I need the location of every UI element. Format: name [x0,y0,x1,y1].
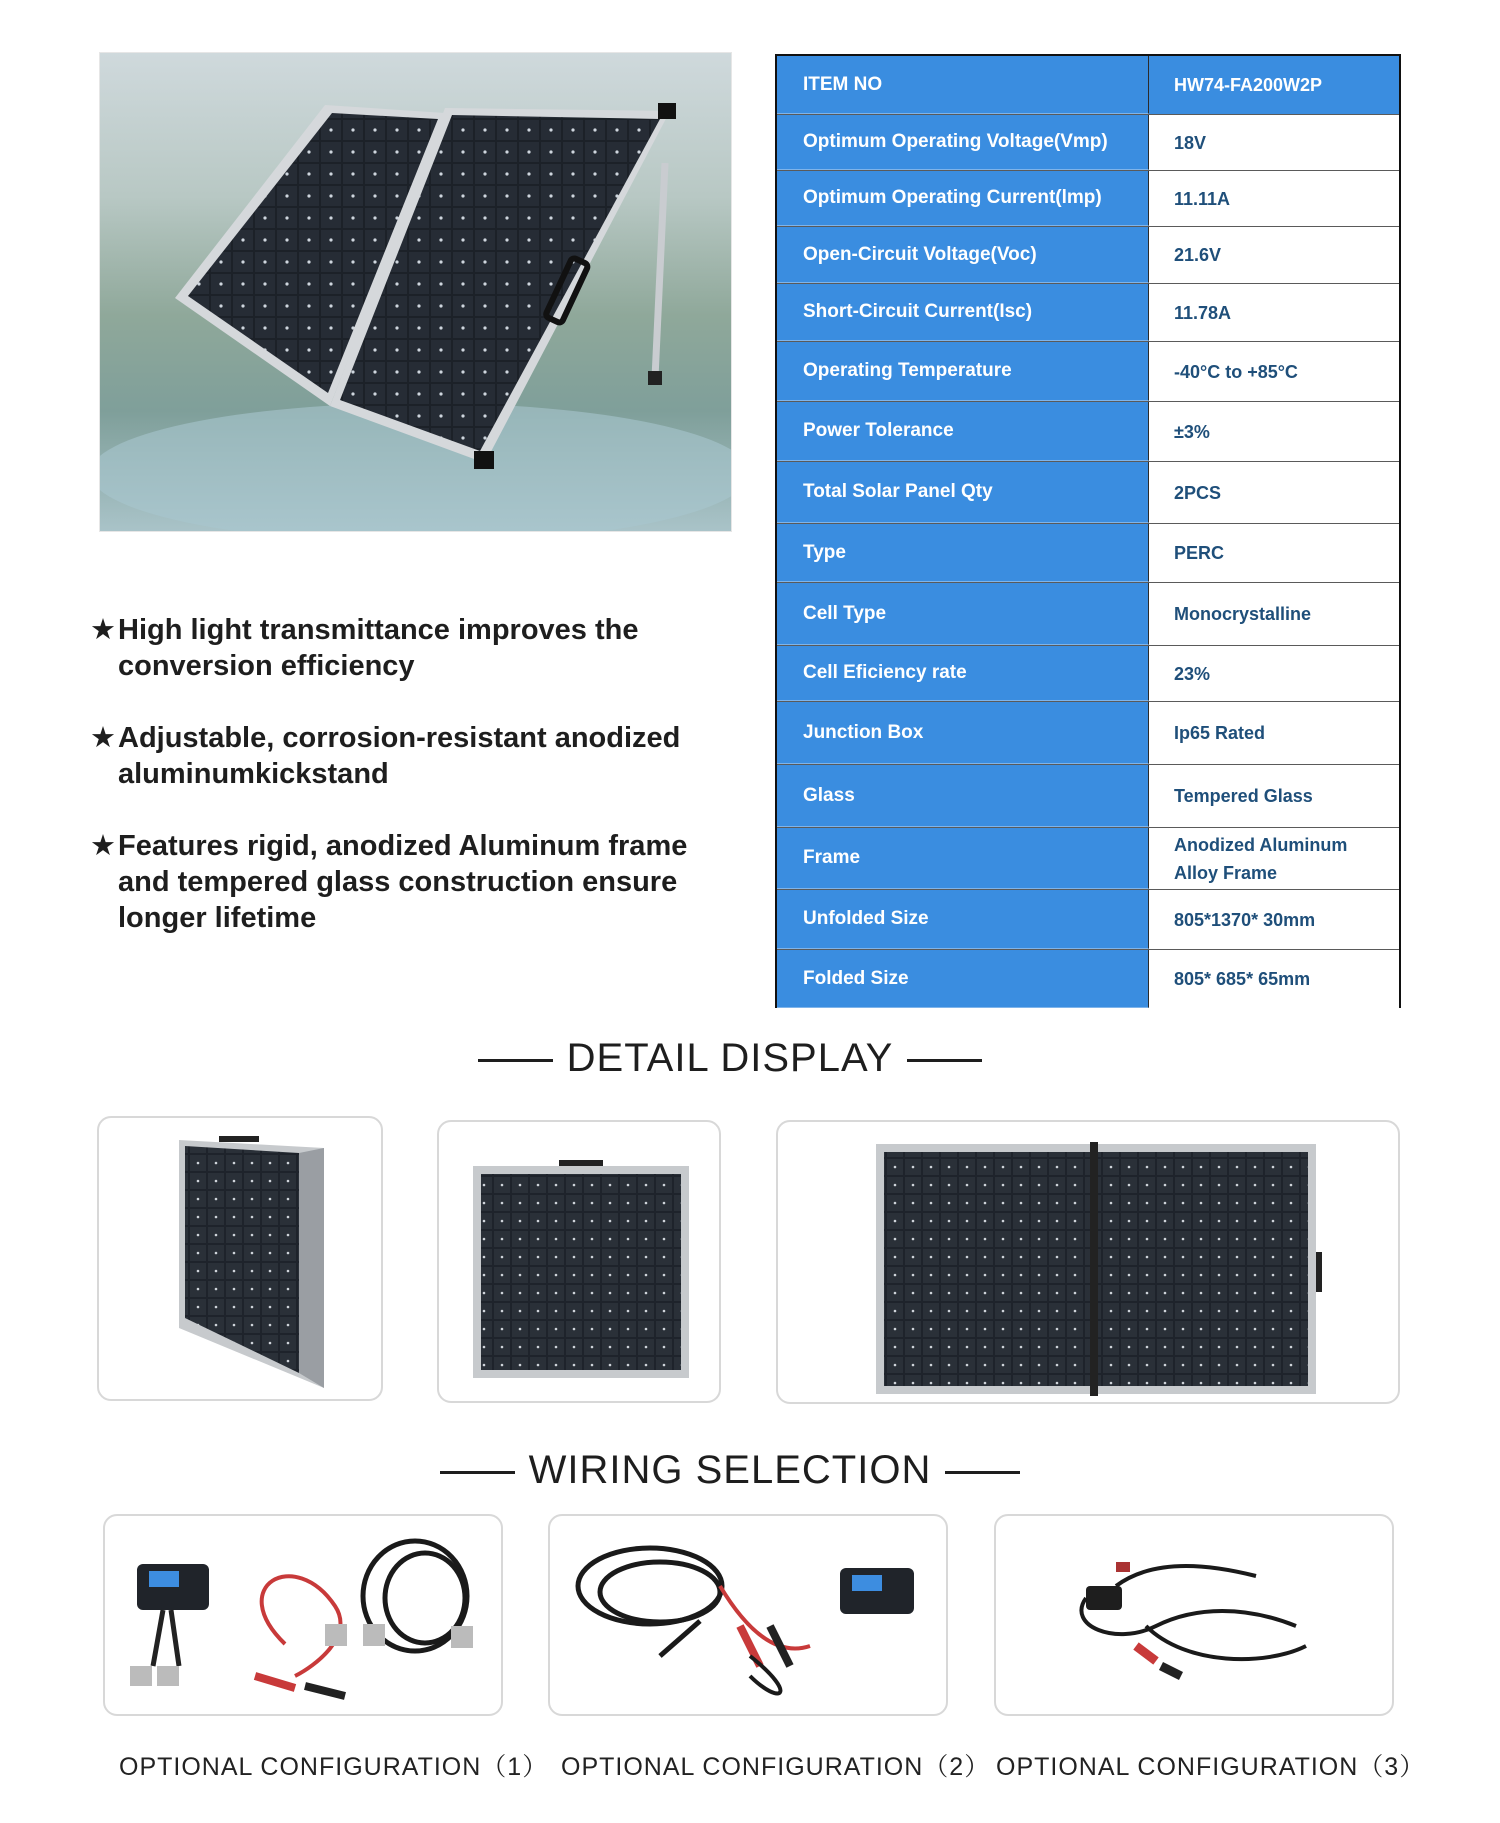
spec-key: Glass [777,765,1149,827]
feature-list [90,612,740,972]
spec-value: ±3% [1149,402,1399,461]
spec-key: Unfolded Size [777,890,1149,949]
wiring-card-2 [548,1514,948,1716]
wiring-kit-3-image [996,1516,1394,1716]
spec-key: Optimum Operating Voltage(Vmp) [777,115,1149,170]
feature-item [90,612,740,684]
star-icon: ★ [90,614,116,646]
spec-key: Cell Eficiency rate [777,646,1149,701]
spec-value: 805*1370* 30mm [1149,890,1399,949]
wiring-selection-title [0,1448,1460,1493]
spec-table [775,54,1401,1008]
feature-text: High light transmittance improves the conversion efficiency [118,614,639,682]
spec-value: 2PCS [1149,462,1399,523]
spec-value: -40°C to +85°C [1149,342,1399,401]
config-label-1: OPTIONAL CONFIGURATION（1） [119,1753,549,1781]
title-dash-right [907,1059,982,1062]
title-dash-left [478,1059,553,1062]
spec-row [777,950,1399,1008]
detail-card-side-view [97,1116,383,1401]
spec-key: Power Tolerance [777,402,1149,461]
spec-row [777,342,1399,402]
folded-panel-side-image [99,1118,383,1401]
spec-key: Frame [777,828,1149,889]
detail-display-title [0,1036,1460,1081]
star-icon: ★ [90,722,116,754]
spec-row [777,462,1399,524]
spec-row [777,702,1399,765]
spec-value: 805* 685* 65mm [1149,950,1399,1008]
spec-value: Monocrystalline [1149,583,1399,645]
spec-row [777,890,1399,950]
spec-key: Operating Temperature [777,342,1149,401]
spec-row [777,828,1399,890]
spec-value: PERC [1149,524,1399,582]
detail-card-front-view [437,1120,721,1403]
spec-value: 11.78A [1149,284,1399,341]
spec-row [777,583,1399,646]
spec-value: 21.6V [1149,227,1399,283]
spec-row [777,646,1399,702]
feature-text: Adjustable, corrosion-resistant anodized aluminumkickstand [118,722,681,790]
spec-key: Short-Circuit Current(Isc) [777,284,1149,341]
detail-display-text: DETAIL DISPLAY [566,1036,894,1080]
wiring-card-3 [994,1514,1394,1716]
detail-card-unfolded-view [776,1120,1400,1404]
feature-item [90,828,740,936]
title-dash-right [945,1471,1020,1474]
spec-row [777,402,1399,462]
spec-row [777,115,1399,171]
spec-value: HW74-FA200W2P [1149,56,1399,114]
spec-value: 18V [1149,115,1399,170]
spec-value: 23% [1149,646,1399,701]
spec-value: Ip65 Rated [1149,702,1399,764]
folded-panel-front-image [439,1122,721,1403]
spec-value: 11.11A [1149,171,1399,226]
spec-value: Anodized Aluminum Alloy Frame [1149,828,1399,889]
spec-key: Optimum Operating Current(lmp) [777,171,1149,226]
spec-row [777,171,1399,227]
spec-row [777,524,1399,583]
title-dash-left [440,1471,515,1474]
wiring-selection-text: WIRING SELECTION [528,1448,932,1492]
unfolded-panel-image [778,1122,1400,1404]
spec-key: Folded Size [777,950,1149,1008]
feature-text: Features rigid, anodized Aluminum frame and tempered glass construction ensure longer lifetime [118,830,688,934]
spec-key: Type [777,524,1149,582]
spec-row [777,227,1399,284]
wiring-card-1 [103,1514,503,1716]
feature-item [90,720,740,792]
spec-key: Cell Type [777,583,1149,645]
folding-solar-panel-illustration [100,53,731,531]
config-label-3: OPTIONAL CONFIGURATION（3） [996,1753,1426,1781]
spec-value: Tempered Glass [1149,765,1399,827]
wiring-kit-1-image [105,1516,503,1716]
spec-row [777,284,1399,342]
spec-row [777,765,1399,828]
wiring-kit-2-image [550,1516,948,1716]
spec-key: Total Solar Panel Qty [777,462,1149,523]
spec-header-row [777,56,1399,115]
hero-product-image [99,52,732,532]
spec-key: ITEM NO [777,56,1149,114]
spec-key: Junction Box [777,702,1149,764]
config-label-2: OPTIONAL CONFIGURATION（2） [561,1753,991,1781]
star-icon: ★ [90,830,116,862]
spec-key: Open-Circuit Voltage(Voc) [777,227,1149,283]
